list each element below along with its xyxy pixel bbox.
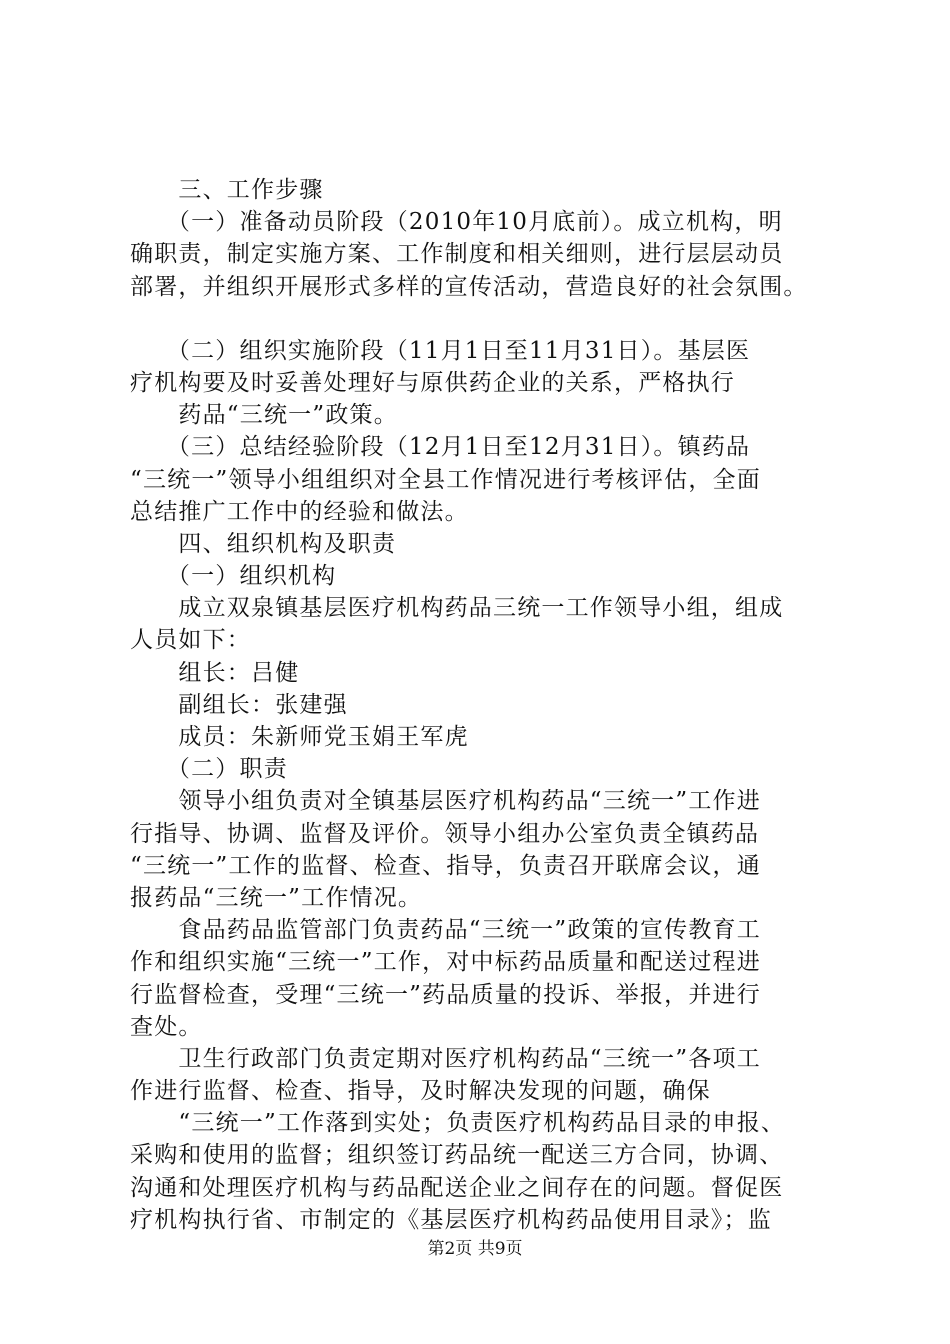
paragraph-line: （二）组织实施阶段（11月1日至11月31日）。基层医 bbox=[130, 337, 751, 364]
group-deputy-leader: 副组长：张建强 bbox=[130, 691, 348, 718]
paragraph-line: 人员如下： bbox=[130, 627, 251, 654]
paragraph-line: 疗机构要及时妥善处理好与原供药企业的关系，严格执行 bbox=[130, 369, 735, 396]
paragraph-line: 作和组织实施“三统一”工作，对中标药品质量和配送过程进 bbox=[130, 949, 761, 976]
paragraph-line: 部署，并组织开展形式多样的宣传活动，营造良好的社会氛围。 bbox=[130, 273, 808, 300]
paragraph-line: 沟通和处理医疗机构与药品配送企业之间存在的问题。督促医 bbox=[130, 1174, 784, 1201]
heading-organization: 四、组织机构及职责 bbox=[130, 530, 397, 557]
subheading-organization: （一）组织机构 bbox=[130, 563, 337, 590]
paragraph-line: 成立双泉镇基层医疗机构药品三统一工作领导小组，组成 bbox=[130, 595, 784, 622]
paragraph-line: （三）总结经验阶段（12月1日至12月31日）。镇药品 bbox=[130, 434, 751, 461]
paragraph-line: 确职责，制定实施方案、工作制度和相关细则，进行层层动员 bbox=[130, 241, 784, 268]
subheading-duties: （二）职责 bbox=[130, 756, 288, 783]
paragraph-line: 食品药品监管部门负责药品“三统一”政策的宣传教育工 bbox=[130, 917, 761, 944]
paragraph-gap bbox=[130, 303, 850, 335]
paragraph-line: 作进行监督、检查、指导，及时解决发现的问题，确保 bbox=[130, 1078, 711, 1105]
paragraph-line: 总结推广工作中的经验和做法。 bbox=[130, 498, 469, 525]
paragraph-line: 卫生行政部门负责定期对医疗机构药品“三统一”各项工 bbox=[130, 1045, 761, 1072]
paragraph-line: 药品“三统一”政策。 bbox=[130, 402, 398, 429]
group-members: 成员：朱新师党玉娟王军虎 bbox=[130, 724, 469, 750]
paragraph-line: 采购和使用的监督；组织签订药品统一配送三方合同，协调、 bbox=[130, 1142, 784, 1169]
paragraph-line: 行监督检查，受理“三统一”药品质量的投诉、举报，并进行 bbox=[130, 981, 761, 1008]
paragraph-line: 查处。 bbox=[130, 1013, 203, 1040]
paragraph-line: 疗机构执行省、市制定的《基层医疗机构药品使用目录》；监 bbox=[130, 1206, 772, 1233]
document-body bbox=[130, 174, 850, 1236]
heading-work-steps: 三、工作步骤 bbox=[130, 177, 324, 203]
paragraph-line: 领导小组负责对全镇基层医疗机构药品“三统一”工作进 bbox=[130, 788, 761, 815]
page-number-footer: 第2页 共9页 bbox=[427, 1239, 523, 1259]
paragraph-line: “三统一”工作的监督、检查、指导，负责召开联席会议，通 bbox=[130, 852, 761, 879]
paragraph-line: “三统一”领导小组组织对全县工作情况进行考核评估，全面 bbox=[130, 466, 761, 493]
paragraph-line: 行指导、协调、监督及评价。领导小组办公室负责全镇药品 bbox=[130, 820, 760, 847]
paragraph-line: “三统一”工作落到实处；负责医疗机构药品目录的申报、 bbox=[130, 1110, 786, 1137]
group-leader: 组长：吕健 bbox=[130, 659, 300, 686]
paragraph-line: 报药品“三统一”工作情况。 bbox=[130, 884, 423, 911]
paragraph-line: （一）准备动员阶段（2010年10月底前）。成立机构，明 bbox=[130, 209, 783, 236]
